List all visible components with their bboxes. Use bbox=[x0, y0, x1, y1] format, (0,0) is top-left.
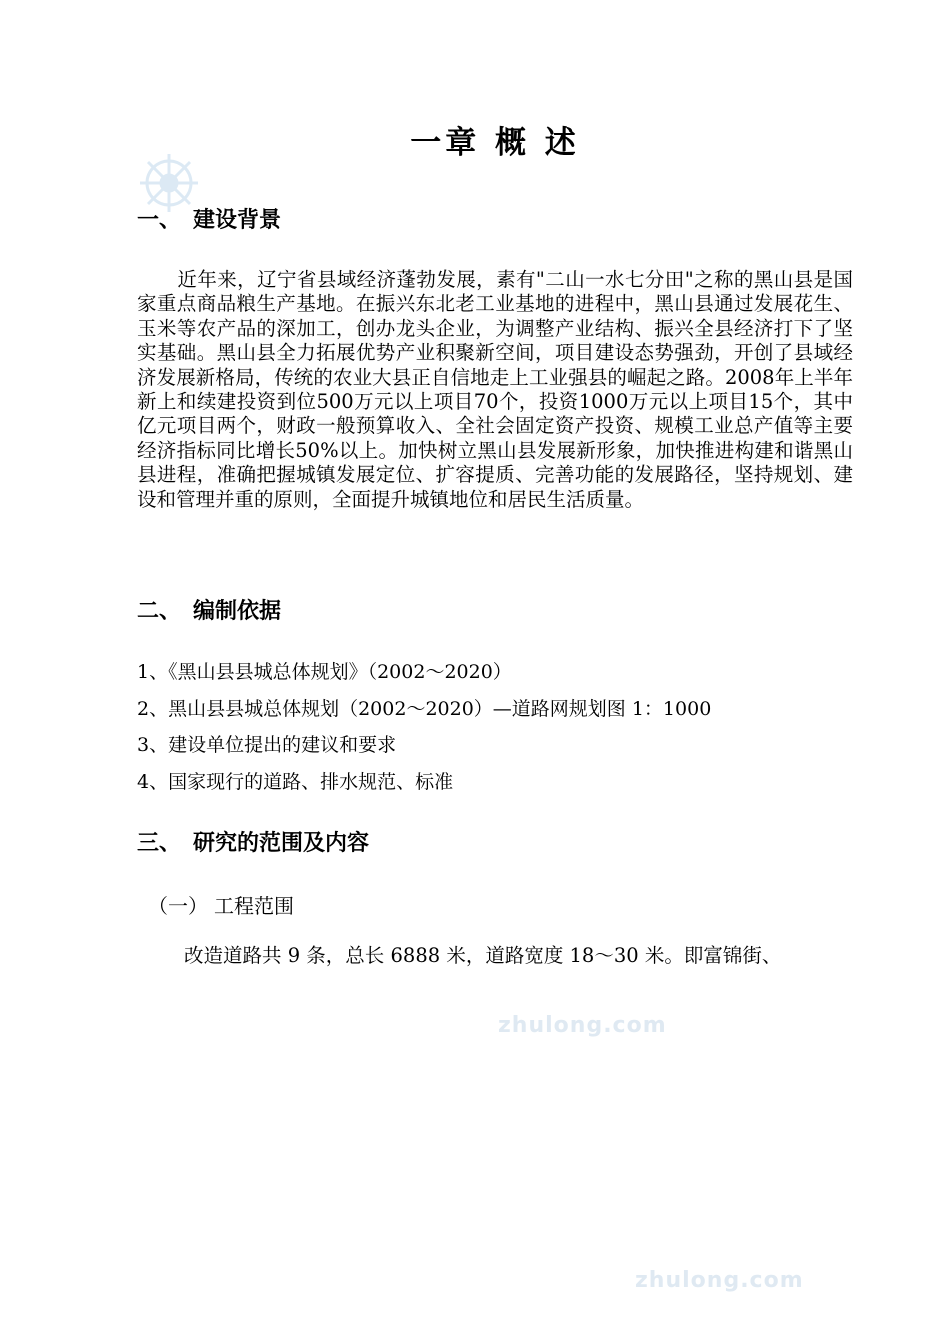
section-2-title: 编制依据 bbox=[193, 599, 282, 624]
section-3-number: 三、 bbox=[137, 831, 182, 856]
subsection-1-heading bbox=[148, 890, 294, 919]
background-paragraph bbox=[137, 268, 853, 512]
chapter-title: 一章 概 述 bbox=[410, 125, 580, 161]
section-3-title: 研究的范围及内容 bbox=[193, 831, 370, 856]
watermark-text: zhulong.com bbox=[635, 1268, 804, 1293]
basis-item-2: 2、黑山县县城总体规划（2002～2020）—道路网规划图 1：1000 bbox=[137, 698, 712, 720]
background-paragraph-text: 近年来，辽宁省县域经济蓬勃发展，素有"二山一水七分田"之称的黑山县是国家重点商品粮生产基地。在振兴东北老工业基地的进程中，黑山县通过发展花生、玉米等农产品的深加工，创办龙头企业，为调整产业结构、振兴全县经济打下了坚实基础。黑山县全力拓展优势产业积聚新空间，项目建设态势强劲，开创了县域经济发展新格局，传统的农业大县正自信地走上工业强县的崛起之路。2008年上半年新上和续建投资到位500万元以上项目70个，投资1000万元以上项目15个，其中亿元项目两个，财政一般预算收入、全社会固定资产投资、规模工业总产值等主要经济指标同比增长50%以上。加快树立黑山县发展新形象，加快推进构建和谐黑山县进程，准确把握城镇发展定位、扩容提质、完善功能的发展路径，坚持规划、建设和管理并重的原则，全面提升城镇地位和居民生活质量。 bbox=[137, 268, 853, 511]
section-2-number: 二、 bbox=[137, 599, 182, 624]
basis-item-3: 3、建设单位提出的建议和要求 bbox=[137, 734, 397, 756]
section-3-heading bbox=[137, 826, 369, 857]
basis-item-1: 1、《黑山县县城总体规划》（2002～2020） bbox=[137, 661, 512, 683]
section-1-title: 建设背景 bbox=[193, 208, 282, 233]
section-2-heading bbox=[137, 594, 281, 625]
basis-item-4: 4、国家现行的道路、排水规范、标准 bbox=[137, 771, 454, 793]
section-1-number: 一、 bbox=[137, 208, 182, 233]
subsection-1-title: 工程范围 bbox=[214, 894, 294, 918]
scope-text: 改造道路共 9 条，总长 6888 米，道路宽度 18～30 米。即富锦街、 bbox=[184, 944, 782, 967]
subsection-1-number: （一） bbox=[148, 894, 208, 918]
watermark-text: zhulong.com bbox=[498, 1013, 667, 1038]
section-1-heading bbox=[137, 203, 281, 234]
